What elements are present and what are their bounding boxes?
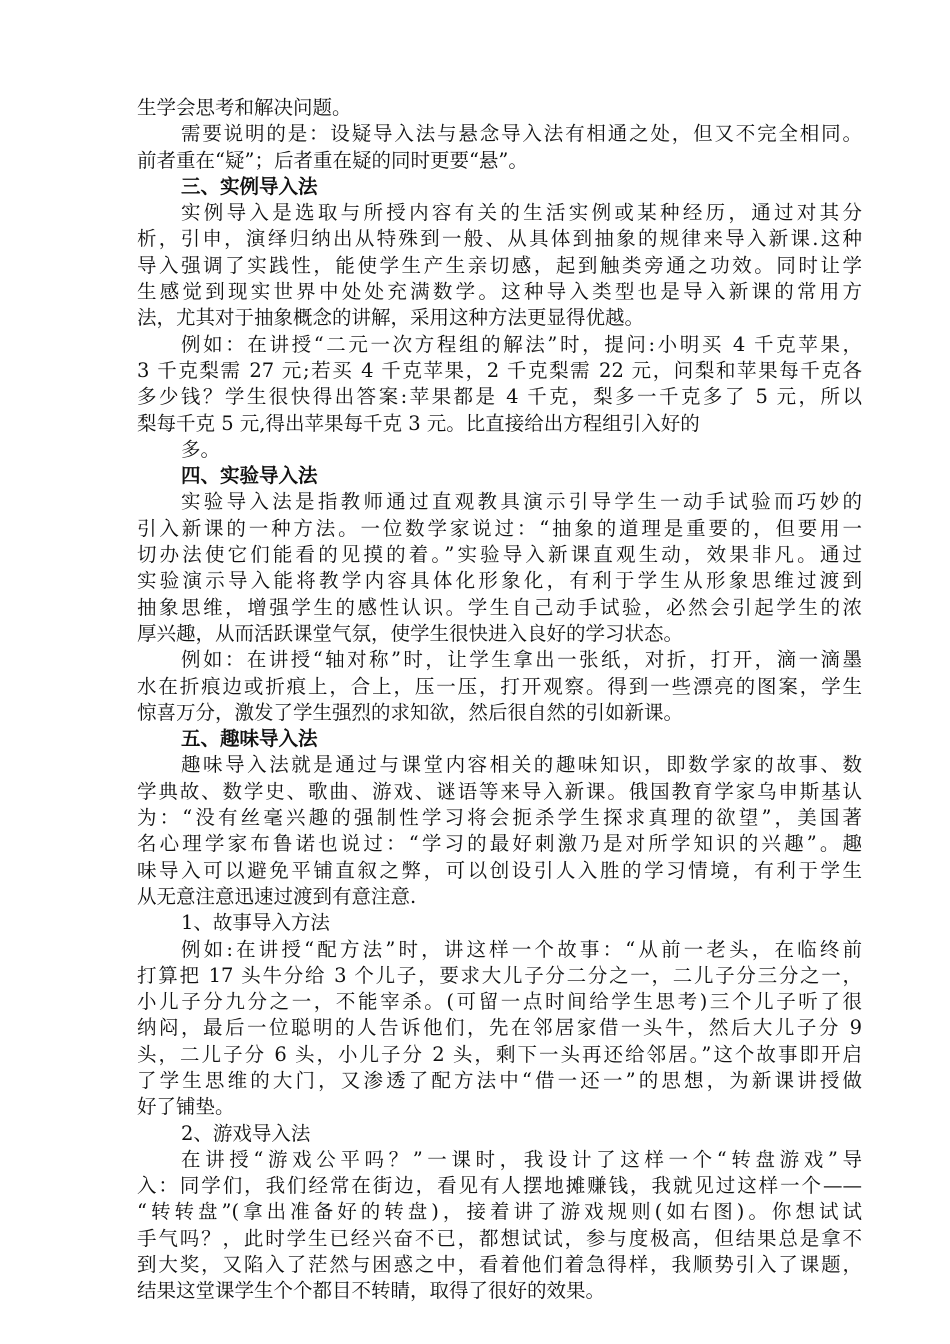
document-page (137, 95, 862, 1305)
text-line: 到大奖，又陷入了茫然与困惑之中，看着他们着急得样，我顺势引入了课题， (137, 1253, 862, 1277)
text-line: 为：“没有丝毫兴趣的强制性学习将会扼杀学生探求真理的欲望”，美国著 (137, 806, 862, 830)
text-line: 打算把 17 头牛分给 3 个儿子，要求大儿子分二分之一，二儿子分三分之一， (137, 963, 862, 987)
text-line: 入：同学们，我们经常在街边，看见有人摆地摊赚钱，我就见过这样一个—— (137, 1174, 862, 1198)
text-line: 生感觉到现实世界中处处充满数学。这种导入类型也是导入新课的常用方 (137, 280, 862, 304)
text-line: 切办法使它们能看的见摸的着。”实验导入新课直观生动，效果非凡。通过 (137, 543, 862, 567)
text-line: 例如：在讲授“轴对称”时，让学生拿出一张纸，对折，打开，滴一滴墨 (181, 648, 862, 672)
text-line: 小儿子分九分之一，不能宰杀。(可留一点时间给学生思考)三个儿子听了很 (137, 990, 862, 1014)
text-line: 1、故事导入方法 (181, 911, 330, 935)
text-line: 多。 (181, 437, 221, 461)
text-line: 前者重在“疑”；后者重在疑的同时更要“悬”。 (137, 148, 528, 172)
text-line: 例如：在讲授“二元一次方程组的解法”时，提问:小明买 4 千克苹果， (181, 332, 862, 356)
text-line: 实例导入是选取与所授内容有关的生活实例或某种经历，通过对其分 (181, 201, 862, 225)
text-line: 生学会思考和解决问题。 (137, 96, 352, 119)
text-line: 需要说明的是：设疑导入法与悬念导入法有相通之处，但又不完全相同。 (181, 122, 862, 146)
text-line: 名心理学家布鲁诺也说过：“学习的最好刺激乃是对所学知识的兴趣”。趣 (137, 832, 862, 856)
text-line: 好了铺垫。 (137, 1095, 235, 1119)
text-line: “转转盘”(拿出准备好的转盘)，接着讲了游戏规则(如右图)。你想试试 (137, 1200, 862, 1224)
text-line: 引入新课的一种方法。一位数学家说过：“抽象的道理是重要的，但要用一 (137, 516, 862, 540)
section-heading: 四、实验导入法 (181, 464, 318, 488)
text-line: 导入强调了实践性，能使学生产生亲切感，起到触类旁通之功效。同时让学 (137, 253, 862, 277)
text-line: 析，引申，演绎归纳出从特殊到一般、从具体到抽象的规律来导入新课.这种 (137, 227, 862, 251)
text-line: 学典故、数学史、歌曲、游戏、谜语等来导入新课。俄国教育学家乌申斯基认 (137, 779, 862, 803)
text-line: 法，尤其对于抽象概念的讲解，采用这种方法更显得优越。 (137, 306, 645, 330)
section-heading: 五、趣味导入法 (181, 727, 318, 751)
text-line: 手气吗？，此时学生已经兴奋不已，都想试试，参与度极高，但结果总是拿不 (137, 1226, 862, 1250)
text-line: 实验演示导入能将教学内容具体化形象化，有利于学生从形象思维过渡到 (137, 569, 862, 593)
text-line: 3 千克梨需 27 元;若买 4 千克苹果，2 千克梨需 22 元，问梨和苹果每千克各 (137, 358, 862, 382)
text-line: 厚兴趣，从而活跃课堂气氛，使学生很快进入良好的学习状态。 (137, 621, 684, 645)
text-line: 在讲授“游戏公平吗？”一课时，我设计了这样一个“转盘游戏”导 (181, 1147, 862, 1171)
text-line: 趣味导入法就是通过与课堂内容相关的趣味知识，即数学家的故事、数 (181, 753, 862, 777)
text-line: 梨每千克 5 元,得出苹果每千克 3 元。比直接给出方程组引入好的 (137, 411, 700, 435)
text-line: 实验导入法是指教师通过直观教具演示引导学生一动手试验而巧妙的 (181, 490, 862, 514)
text-line: 结果这堂课学生个个都目不转睛，取得了很好的效果。 (137, 1279, 606, 1303)
text-line: 2、游戏导入法 (181, 1121, 311, 1145)
text-line: 从无意注意迅速过渡到有意注意. (137, 884, 417, 908)
text-line: 多少钱？学生很快得出答案:苹果都是 4 千克，梨多一千克多了 5 元，所以 (137, 385, 862, 409)
text-line: 味导入可以避免平铺直叙之弊，可以创设引人入胜的学习情境，有利于学生 (137, 858, 862, 882)
text-line: 惊喜万分，激发了学生强烈的求知欲，然后很自然的引如新课。 (137, 700, 684, 724)
text-line: 抽象思维，增强学生的感性认识。学生自己动手试验，必然会引起学生的浓 (137, 595, 862, 619)
section-heading: 三、实例导入法 (181, 174, 318, 198)
text-line: 头，二儿子分 6 头，小儿子分 2 头，剩下一头再还给邻居。”这个故事即开启 (137, 1042, 862, 1066)
text-line: 例如:在讲授“配方法”时，讲这样一个故事：“从前一老头，在临终前 (181, 937, 862, 961)
text-line: 了学生思维的大门，又渗透了配方法中“借一还一”的思想，为新课讲授做 (137, 1068, 862, 1092)
text-line: 水在折痕边或折痕上，合上，压一压，打开观察。得到一些漂亮的图案，学生 (137, 674, 862, 698)
text-line: 纳闷，最后一位聪明的人告诉他们，先在邻居家借一头牛，然后大儿子分 9 (137, 1016, 862, 1040)
